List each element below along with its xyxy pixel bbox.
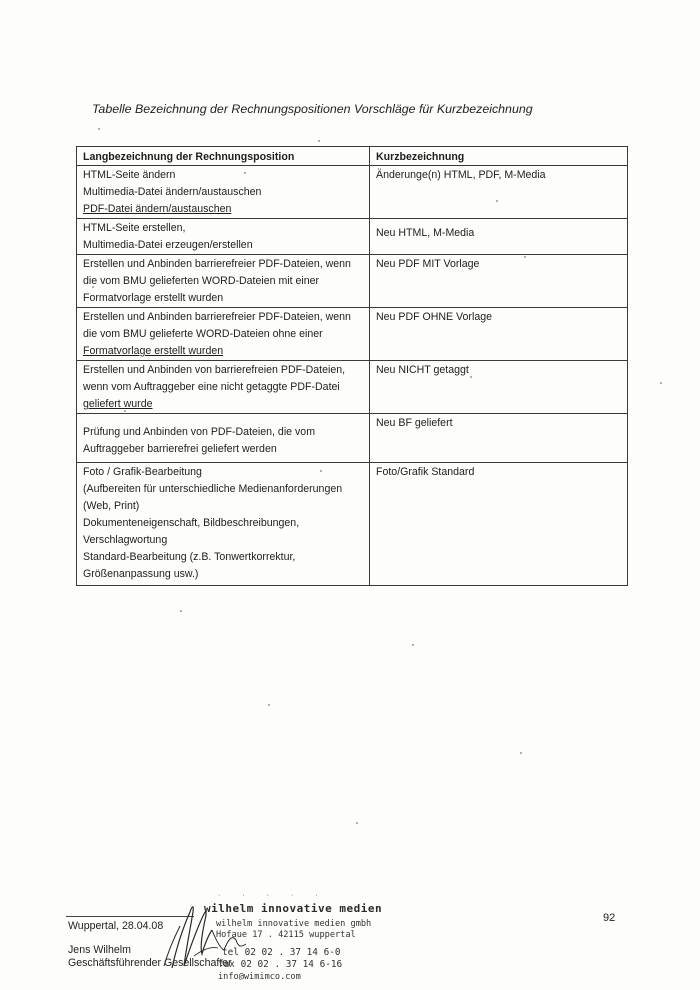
long-cell — [77, 255, 370, 308]
short-cell: Foto/Grafik Standard — [370, 463, 628, 586]
long-line: die vom BMU gelieferten WORD-Dateien mit einer — [83, 275, 320, 287]
scan-speck — [356, 822, 358, 824]
long-line: Prüfung und Anbinden von PDF-Dateien, die vom — [83, 426, 316, 438]
long-line: HTML-Seite ändern — [83, 169, 176, 181]
long-line: Erstellen und Anbinden barrierefreier PDF-Dateien, wenn — [83, 258, 351, 270]
stamp-company: wilhelm innovative medien — [204, 902, 383, 915]
scan-speck — [520, 752, 522, 754]
long-cell — [77, 308, 370, 361]
long-line: Multimedia-Datei ändern/austauschen — [83, 186, 262, 198]
long-line: Standard-Bearbeitung (z.B. Tonwertkorrektur, — [83, 551, 296, 563]
short-cell: Neu NICHT getaggt — [370, 361, 628, 414]
long-line: (Web, Print) — [83, 500, 140, 512]
long-line: Formatvorlage erstellt wurden — [83, 292, 224, 304]
table-row — [77, 255, 628, 308]
long-line: PDF-Datei ändern/austauschen — [83, 203, 232, 215]
long-line: die vom BMU gelieferte WORD-Dateien ohne einer — [83, 328, 323, 340]
stamp-company-full: wilhelm innovative medien gmbh — [216, 919, 372, 929]
long-line: wenn vom Auftraggeber eine nicht getaggte PDF-Datei — [83, 381, 340, 393]
table-header-row — [77, 147, 628, 166]
long-line: Multimedia-Datei erzeugen/erstellen — [83, 239, 253, 251]
long-line: (Aufbereiten für unterschiedliche Medienanforderungen — [83, 483, 343, 495]
table-row — [77, 361, 628, 414]
table-row — [77, 166, 628, 219]
long-line: Dokumenteneigenschaft, Bildbeschreibungen, — [83, 517, 300, 529]
stamp-email: info@wimimco.com — [218, 972, 301, 980]
place-date: Wuppertal, 28.04.08 — [68, 920, 164, 932]
scan-speck — [660, 382, 662, 384]
short-cell: Neu PDF MIT Vorlage — [370, 255, 628, 308]
long-line: Formatvorlage erstellt wurden — [83, 345, 224, 357]
long-line: Foto / Grafik-Bearbeitung — [83, 466, 202, 478]
long-line: Erstellen und Anbinden von barrierefreien PDF-Dateien, — [83, 364, 346, 376]
stamp-address: Hofaue 17 . 42115 wuppertal — [216, 930, 356, 940]
scan-speck — [180, 610, 182, 612]
table-row — [77, 308, 628, 361]
page-number: 92 — [603, 912, 616, 924]
table-row — [77, 219, 628, 255]
handwritten-signature — [150, 890, 250, 970]
short-cell: Neu PDF OHNE Vorlage — [370, 308, 628, 361]
long-cell — [77, 361, 370, 414]
scan-speck — [98, 128, 100, 130]
short-cell: Neu BF geliefert — [370, 414, 628, 463]
scan-speck — [318, 140, 320, 142]
stamp-fax: fax 02 02 . 37 14 6-16 — [218, 959, 343, 970]
long-cell — [77, 463, 370, 586]
long-line: HTML-Seite erstellen, — [83, 222, 186, 234]
short-cell: Neu HTML, M-Media — [370, 219, 628, 255]
stamp-dots: ····· — [218, 892, 340, 899]
invoice-positions-table — [76, 146, 628, 586]
scan-speck — [412, 644, 414, 646]
signatory-name: Jens Wilhelm — [68, 944, 131, 956]
long-cell — [77, 166, 370, 219]
long-line: geliefert wurde — [83, 398, 153, 410]
long-line: Verschlagwortung — [83, 534, 168, 546]
stamp-phone: tel 02 02 . 37 14 6-0 — [222, 947, 341, 958]
scan-speck — [268, 704, 270, 706]
long-line: Größenanpassung usw.) — [83, 568, 199, 580]
table-row — [77, 414, 628, 463]
long-line: Erstellen und Anbinden barrierefreier PDF-Dateien, wenn — [83, 311, 351, 323]
column-header-long: Langbezeichnung der Rechnungsposition — [77, 147, 370, 166]
short-cell: Änderunge(n) HTML, PDF, M-Media — [370, 166, 628, 219]
long-line: Auftraggeber barrierefrei geliefert werden — [83, 443, 277, 455]
long-cell — [77, 414, 370, 463]
document-title: Tabelle Bezeichnung der Rechnungspositionen Vorschläge für Kurzbezeichnung — [92, 102, 533, 116]
table-row — [77, 463, 628, 586]
long-cell — [77, 219, 370, 255]
column-header-short: Kurzbezeichnung — [370, 147, 628, 166]
signatory-role: Geschäftsführender Gesellschafter — [68, 957, 232, 969]
